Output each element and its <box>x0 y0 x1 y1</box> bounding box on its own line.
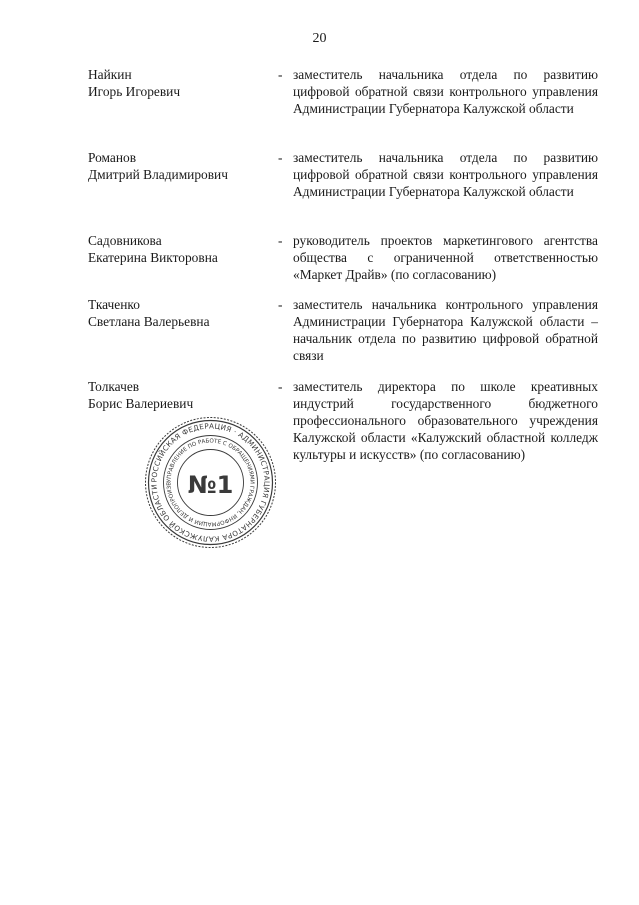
member-name <box>88 378 273 412</box>
member-dash: - <box>278 297 283 312</box>
member-name <box>88 66 273 100</box>
member-surname: Романов <box>88 150 137 165</box>
member-given-names: Борис Валериевич <box>88 396 194 411</box>
member-role: заместитель директора по школе креативных индустрий государственного бюджетного профессионального образовательного учреждения Калужской области «Калужский областной колледж культуры и искусств» (по согласованию) <box>293 379 598 462</box>
member-dash: - <box>278 67 283 82</box>
official-seal <box>143 415 278 550</box>
member-given-names: Екатерина Викторовна <box>88 250 218 265</box>
seal-inner-text: УПРАВЛЕНИЕ ПО РАБОТЕ С ОБРАЩЕНИЯМИ ГРАЖДАН, ИНФОРМАЦИИ И ДЕЛОПРОИЗВ <box>166 438 255 527</box>
member-name <box>88 232 273 266</box>
member-dash: - <box>278 379 283 394</box>
seal-graphic <box>143 415 278 550</box>
member-dash: - <box>278 233 283 248</box>
member-name <box>88 296 273 330</box>
member-surname: Ткаченко <box>88 297 140 312</box>
member-given-names: Дмитрий Владимирович <box>88 167 228 182</box>
member-given-names: Светлана Валерьевна <box>88 314 210 329</box>
member-role: заместитель начальника контрольного управления Администрации Губернатора Калужской области – начальник отдела по развитию цифровой обратной связи <box>293 297 598 363</box>
member-role: руководитель проектов маркетингового агентства общества с ограниченной ответственностью «Маркет Драйв» (по согласованию) <box>293 233 598 282</box>
member-surname: Толкачев <box>88 379 140 394</box>
member-dash: - <box>278 150 283 165</box>
member-name <box>88 149 273 183</box>
page-number: 20 <box>312 31 327 46</box>
member-role: заместитель начальника отдела по развитию цифровой обратной связи контрольного управления Администрации Губернатора Калужской области <box>293 150 598 199</box>
member-surname: Найкин <box>88 67 132 82</box>
member-given-names: Игорь Игоревич <box>88 84 181 99</box>
member-surname: Садовникова <box>88 233 162 248</box>
seal-outer-text: РОССИЙСКАЯ ФЕДЕРАЦИЯ · АДМИНИСТРАЦИЯ ГУБЕРНАТОРА КАЛУЖСКОЙ ОБЛАСТИ <box>149 421 272 544</box>
member-role: заместитель начальника отдела по развитию цифровой обратной связи контрольного управления Администрации Губернатора Калужской области <box>293 67 598 116</box>
seal-number: №1 <box>187 471 234 499</box>
